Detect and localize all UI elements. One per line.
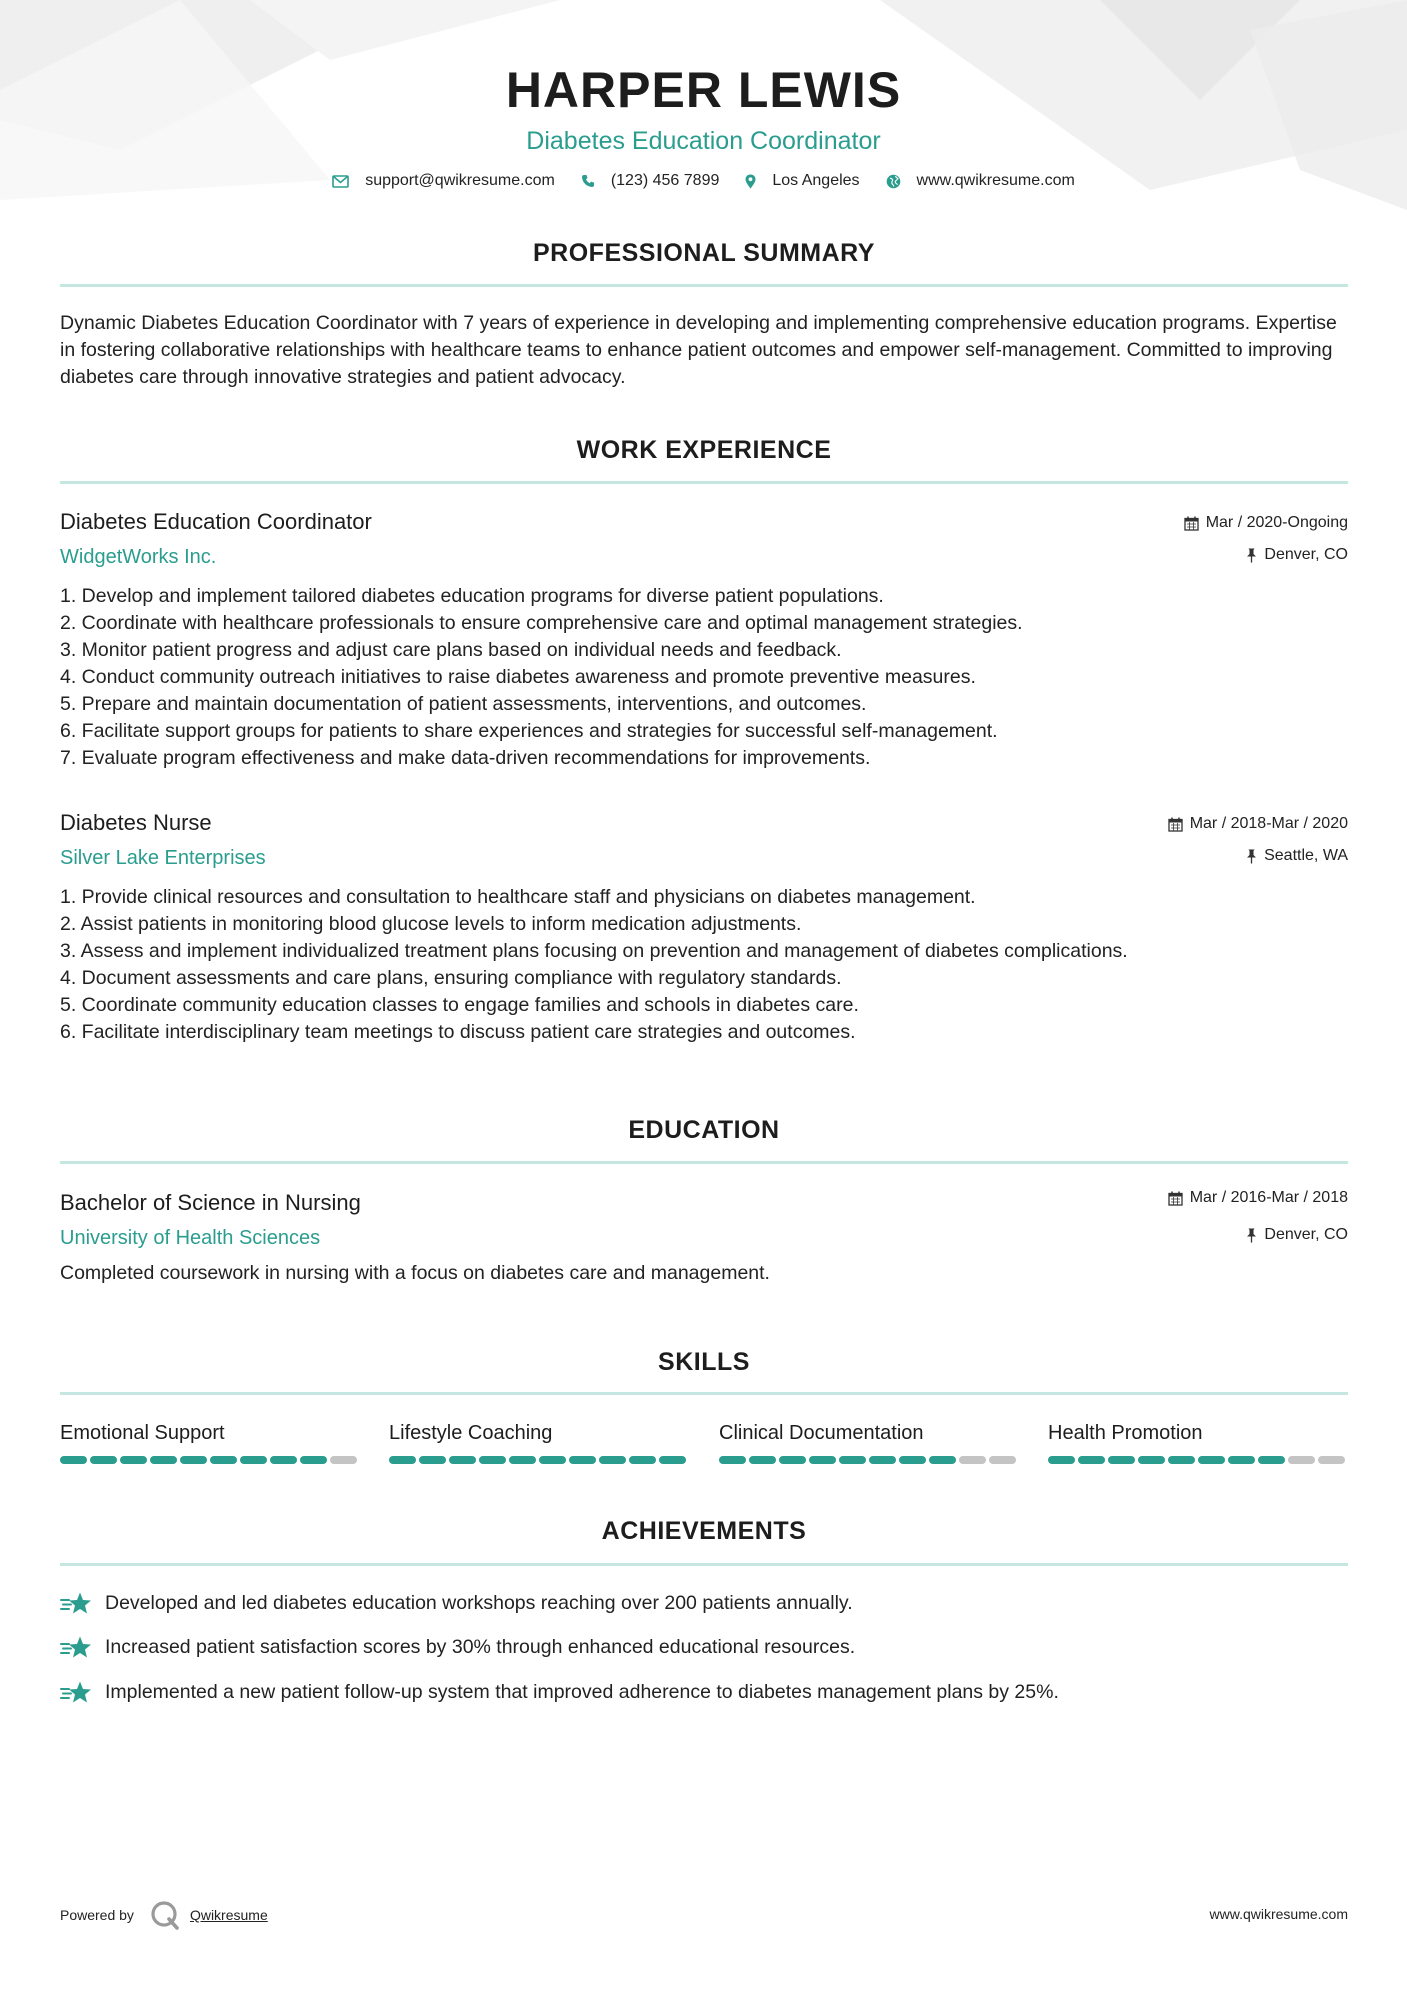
skill-item (60, 1419, 360, 1464)
skill-dot-filled (1078, 1456, 1105, 1464)
pushpin-icon (1246, 548, 1257, 563)
list-item: 5. Coordinate community education classes to engage families and schools in diabetes care. (60, 994, 859, 1016)
skill-dot-filled (180, 1456, 207, 1464)
star-icon (60, 1680, 93, 1706)
qwikresume-logo-icon (148, 1898, 182, 1932)
location-text: Los Angeles (772, 172, 860, 189)
skill-dot-filled (90, 1456, 117, 1464)
contact-phone[interactable] (581, 172, 720, 190)
section-title-education: EDUCATION (628, 1116, 780, 1144)
skill-dot-filled (899, 1456, 926, 1464)
skill-item (389, 1419, 689, 1464)
skill-dot-filled (1108, 1456, 1135, 1464)
section-title-summary: PROFESSIONAL SUMMARY (533, 239, 875, 267)
list-item: 2. Assist patients in monitoring blood glucose levels to inform medication adjustments. (60, 913, 802, 935)
skill-dot-filled (150, 1456, 177, 1464)
skill-dot-filled (1048, 1456, 1075, 1464)
star-icon (60, 1635, 93, 1661)
company-name: WidgetWorks Inc. (60, 546, 217, 568)
skill-dot-filled (1258, 1456, 1285, 1464)
envelope-icon (332, 175, 349, 188)
company-name: Silver Lake Enterprises (60, 847, 266, 869)
experience-item (60, 809, 1348, 1046)
skill-dot-filled (210, 1456, 237, 1464)
skill-item (1048, 1419, 1348, 1464)
achievement-text: Implemented a new patient follow-up system that improved adherence to diabetes management plans by 25%. (105, 1681, 1059, 1703)
list-item: 1. Provide clinical resources and consultation to healthcare staff and physicians on diabetes management. (60, 886, 976, 908)
skill-dot-filled (599, 1456, 626, 1464)
section-title-skills: SKILLS (658, 1348, 750, 1376)
summary-text: Dynamic Diabetes Education Coordinator with 7 years of experience in developing and implementing comprehensive education programs. Expertise in fostering collaborative relationships with healthcare teams to enhance patient outcomes and empower self-management. Committed to improving diabetes care through innovative strategies and patient advocacy. (60, 312, 1337, 388)
list-item: 3. Monitor patient progress and adjust care plans based on individual needs and feedback. (60, 639, 842, 661)
contact-location (745, 172, 859, 190)
skill-dot-empty (330, 1456, 357, 1464)
contact-bar (0, 172, 1407, 190)
phone-icon (581, 174, 595, 188)
achievement-item (60, 1590, 1350, 1617)
school-name: University of Health Sciences (60, 1227, 321, 1249)
job-title: Diabetes Nurse (60, 810, 212, 835)
skill-rating (60, 1456, 360, 1464)
contact-email[interactable] (332, 172, 555, 190)
job-dates (1168, 815, 1348, 833)
globe-icon (886, 174, 901, 189)
skill-name: Emotional Support (60, 1422, 225, 1444)
skill-dot-filled (1198, 1456, 1225, 1464)
education-location (1246, 1226, 1348, 1244)
resume-header (0, 58, 1407, 158)
list-item: 6. Facilitate interdisciplinary team meetings to discuss patient care strategies and outcomes. (60, 1021, 856, 1043)
calendar-icon (1168, 1191, 1183, 1206)
skill-dot-filled (60, 1456, 87, 1464)
skill-dot-filled (749, 1456, 776, 1464)
skill-dot-filled (509, 1456, 536, 1464)
job-dates (1184, 514, 1348, 532)
skill-dot-filled (1138, 1456, 1165, 1464)
skill-dot-filled (539, 1456, 566, 1464)
dates-text: Mar / 2016-Mar / 2018 (1189, 1189, 1348, 1206)
calendar-icon (1168, 817, 1183, 832)
job-title: Diabetes Education Coordinator (60, 509, 372, 534)
achievement-text: Developed and led diabetes education workshops reaching over 200 patients annually. (105, 1592, 853, 1614)
skill-dot-filled (719, 1456, 746, 1464)
skill-dot-filled (389, 1456, 416, 1464)
brand-link[interactable]: Qwikresume (189, 1907, 268, 1923)
skill-dot-filled (659, 1456, 686, 1464)
responsibility-list (60, 884, 1348, 1046)
dates-text: Mar / 2018-Mar / 2020 (1189, 815, 1348, 832)
list-item: 4. Conduct community outreach initiatives to raise diabetes awareness and promote preventive measures. (60, 666, 976, 688)
pushpin-icon (1246, 849, 1257, 864)
achievement-text: Increased patient satisfaction scores by 30% through enhanced educational resources. (105, 1636, 856, 1658)
candidate-title: Diabetes Education Coordinator (526, 127, 881, 155)
skill-dot-filled (479, 1456, 506, 1464)
skill-dot-empty (959, 1456, 986, 1464)
education-dates (1168, 1189, 1348, 1207)
education-description: Completed coursework in nursing with a focus on diabetes care and management. (60, 1262, 770, 1284)
website-text: www.qwikresume.com (916, 172, 1075, 189)
contact-website[interactable] (886, 172, 1075, 190)
dates-text: Mar / 2020-Ongoing (1205, 514, 1348, 531)
skill-rating (719, 1456, 1019, 1464)
skill-rating (1048, 1456, 1348, 1464)
section-divider (60, 284, 1348, 287)
skill-dot-filled (449, 1456, 476, 1464)
skill-dot-filled (120, 1456, 147, 1464)
skill-dot-filled (569, 1456, 596, 1464)
skill-dot-filled (1228, 1456, 1255, 1464)
section-divider (60, 1563, 1348, 1566)
skill-dot-filled (629, 1456, 656, 1464)
star-icon (60, 1591, 93, 1617)
skill-dot-empty (1288, 1456, 1315, 1464)
map-pin-icon (745, 174, 756, 189)
location-text: Denver, CO (1264, 546, 1348, 563)
skill-dot-filled (240, 1456, 267, 1464)
skill-dot-filled (929, 1456, 956, 1464)
skill-dot-filled (1168, 1456, 1195, 1464)
skill-name: Clinical Documentation (719, 1422, 924, 1444)
achievement-item (60, 1679, 1350, 1706)
section-title-achievements: ACHIEVEMENTS (601, 1517, 807, 1545)
job-location (1246, 847, 1348, 865)
section-title-experience: WORK EXPERIENCE (576, 436, 832, 464)
achievement-item (60, 1634, 1350, 1661)
email-text: support@qwikresume.com (365, 172, 555, 189)
experience-item (60, 508, 1348, 772)
list-item: 4. Document assessments and care plans, ensuring compliance with regulatory standards. (60, 967, 842, 989)
section-divider (60, 1392, 1348, 1395)
skill-dot-filled (300, 1456, 327, 1464)
powered-by-label: Powered by (60, 1907, 134, 1923)
responsibility-list (60, 583, 1348, 772)
section-divider (60, 1161, 1348, 1164)
list-item: 7. Evaluate program effectiveness and make data-driven recommendations for improvements. (60, 747, 871, 769)
skill-dot-filled (419, 1456, 446, 1464)
phone-text: (123) 456 7899 (610, 172, 720, 189)
skill-name: Health Promotion (1048, 1422, 1203, 1444)
skill-dot-filled (809, 1456, 836, 1464)
job-location (1246, 546, 1348, 564)
section-divider (60, 481, 1348, 484)
skill-rating (389, 1456, 689, 1464)
footer-website[interactable]: www.qwikresume.com (1209, 1906, 1348, 1922)
list-item: 2. Coordinate with healthcare professionals to ensure comprehensive care and optimal management strategies. (60, 612, 1023, 634)
calendar-icon (1184, 516, 1199, 531)
location-text: Denver, CO (1264, 1226, 1348, 1243)
candidate-name: HARPER LEWIS (505, 62, 902, 118)
skill-name: Lifestyle Coaching (389, 1422, 553, 1444)
skill-dot-filled (869, 1456, 896, 1464)
list-item: 1. Develop and implement tailored diabetes education programs for diverse patient populations. (60, 585, 884, 607)
education-item (60, 1189, 1348, 1287)
pushpin-icon (1246, 1228, 1257, 1243)
footer-powered-by (60, 1898, 268, 1932)
degree-title: Bachelor of Science in Nursing (60, 1190, 361, 1215)
skill-dot-filled (270, 1456, 297, 1464)
skill-dot-filled (779, 1456, 806, 1464)
skill-dot-filled (839, 1456, 866, 1464)
location-text: Seattle, WA (1264, 847, 1348, 864)
skill-dot-empty (989, 1456, 1016, 1464)
skill-dot-empty (1318, 1456, 1345, 1464)
list-item: 6. Facilitate support groups for patients to share experiences and strategies for successful self-management. (60, 720, 998, 742)
list-item: 5. Prepare and maintain documentation of patient assessments, interventions, and outcomes. (60, 693, 867, 715)
list-item: 3. Assess and implement individualized treatment plans focusing on prevention and management of diabetes complications. (60, 940, 1128, 962)
skill-item (719, 1419, 1019, 1464)
